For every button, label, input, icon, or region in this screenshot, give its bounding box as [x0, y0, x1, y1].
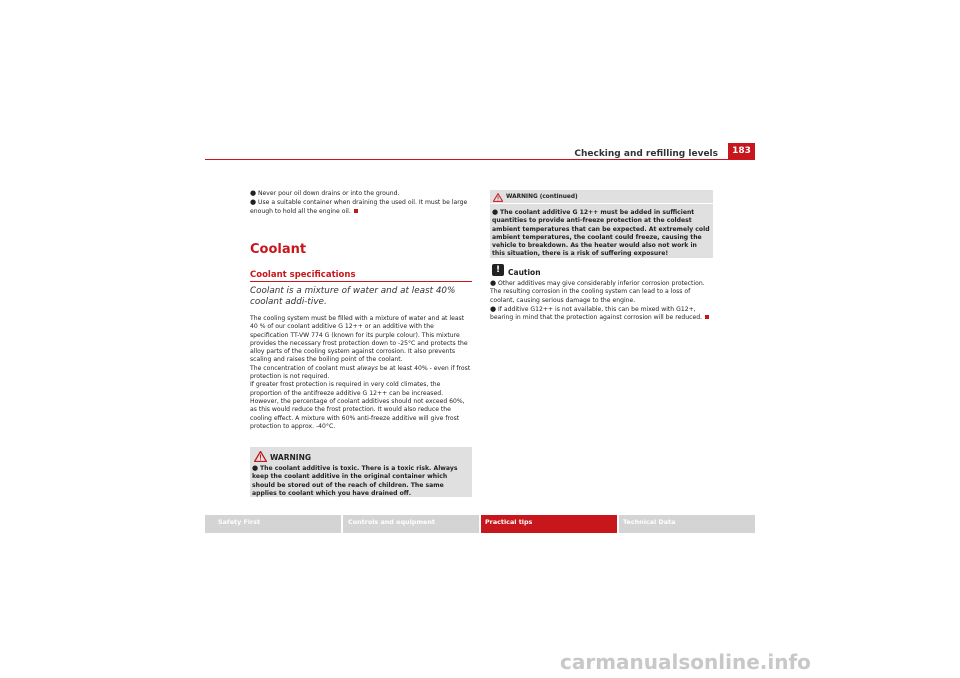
footer-tab-label: Controls and equipment	[348, 518, 435, 526]
footer-tab-label: Technical Data	[623, 518, 676, 526]
emphasis-text: always	[356, 364, 378, 372]
watermark-text: carmanualsonline.info	[560, 650, 811, 674]
bullet-icon: ●	[250, 189, 257, 197]
section-title: Coolant	[250, 242, 307, 257]
paragraph	[250, 365, 472, 382]
end-of-section-icon	[354, 209, 358, 213]
bullet-icon: ●	[252, 464, 259, 472]
warning-body: The coolant additive is toxic. There is a toxic risk. Always keep the coolant additive in the original container which should be stored out of the reach of children. The same applies to coolant which you have drained off.	[252, 465, 458, 497]
list-item	[490, 279, 715, 305]
warning-divider	[490, 203, 713, 204]
warning-body: The coolant additive G 12++ must be added in sufficient quantities to provide anti-freeze protection at the coldest ambient temperatures that can be expected. At extremely cold ambient temperatures, the coolant could freeze, causing the vehicle to breakdown. As the heater would also not work in this situation, there is a risk of suffering exposure!	[492, 209, 710, 258]
page-number: 183	[732, 146, 751, 156]
end-of-section-icon	[705, 315, 709, 319]
warning-continued-title: WARNING (continued)	[506, 194, 578, 200]
paragraph: If greater frost protection is required in very cold climates, the proportion of the antifreeze additive G 12++ can be increased. However, the percentage of coolant additives should not exceed 60%, as this would reduce the frost protection. It would also reduce the cooling effect. A mixture with 60% anti-freeze additive will give frost protection to approx. -40°C.	[250, 381, 465, 430]
intro-bullet-text: Use a suitable container when draining the used oil. It must be large enough to hold all the engine oil.	[250, 199, 468, 215]
bullet-icon: ●	[492, 208, 499, 216]
caution-icon: !	[492, 264, 504, 276]
paragraph-part: The concentration of coolant must	[250, 364, 357, 372]
subsection-rule	[250, 281, 472, 282]
bullet-icon: ●	[490, 304, 497, 313]
list-item	[490, 305, 715, 323]
caution-bullet-text: Other additives may give considerably inferior corrosion protection. The resulting corrosion in the cooling system can lead to a loss of coolant, causing serious damage to the engine.	[490, 280, 705, 304]
warning-title: WARNING	[270, 453, 312, 462]
footer-tab-label: Practical tips	[485, 518, 533, 526]
lead-text: Coolant is a mixture of water and at least 40% coolant addi-tive.	[250, 286, 456, 307]
paragraph: The cooling system must be filled with a mixture of water and at least 40 % of our coolant additive G 12++ or an additive with the specification TT-VW 774 G (known for its purple colour). This mixture provides the necessary frost protection down to -25°C and protects the alloy parts of the cooling system against corrosion. It also prevents scaling and raises the boiling point of the coolant.	[250, 315, 468, 364]
caution-list	[490, 279, 715, 322]
warning-text	[492, 208, 711, 259]
warning-text	[252, 464, 470, 498]
footer-tab-label: Safety First	[218, 518, 261, 526]
caution-bullet-text: If additive G12++ is not available, this can be mixed with G12+, bearing in mind that the protection against corrosion will be reduced.	[490, 305, 702, 322]
list-item	[250, 189, 472, 198]
body-text	[250, 315, 472, 431]
bullet-icon: ●	[490, 279, 497, 287]
subsection-title: Coolant specifications	[250, 270, 356, 280]
header-rule	[205, 159, 755, 160]
intro-bullet-list	[250, 189, 472, 216]
warning-triangle-icon	[493, 193, 503, 202]
paragraph-part: be at least 40% - even if frost protection is not required.	[250, 364, 471, 381]
intro-bullet-text: Never pour oil down drains or into the ground.	[258, 190, 400, 197]
bullet-icon: ●	[250, 198, 257, 207]
list-item	[250, 198, 472, 216]
page-header-title: Checking and refilling levels	[574, 149, 718, 159]
caution-title: Caution	[508, 268, 541, 277]
warning-triangle-icon	[254, 451, 267, 462]
